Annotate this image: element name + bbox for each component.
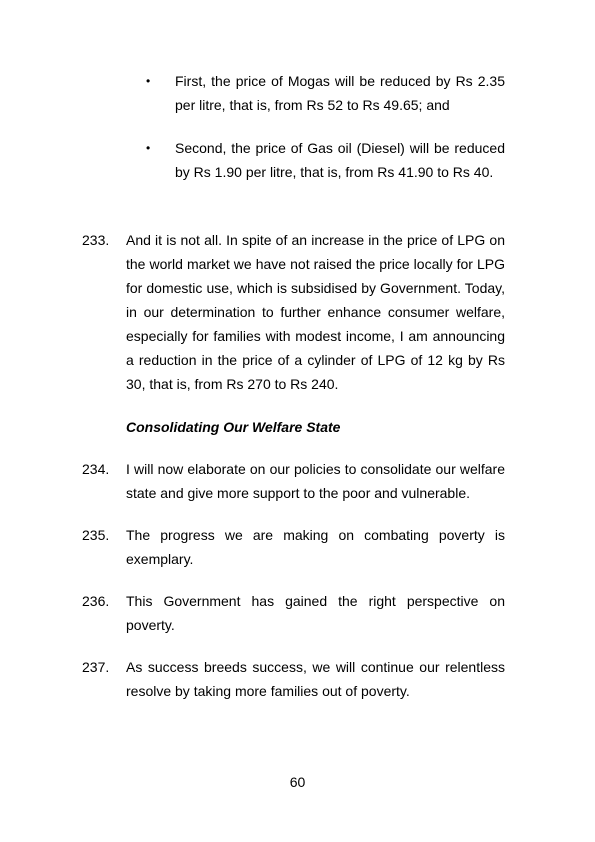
paragraph-text: I will now elaborate on our policies to consolidate our welfare state and give more support to the poor and vulnerable. [126, 461, 505, 501]
bullet-icon: • [146, 141, 151, 155]
bullet-text: Second, the price of Gas oil (Diesel) will be reduced by Rs 1.90 per litre, that is, from Rs 41.90 to Rs 40. [175, 140, 505, 180]
paragraph-text: And it is not all. In spite of an increase in the price of LPG on the world market we have not raised the price locally for LPG for domestic use, which is subsidised by Government. Today, in our determination to further enhance consumer welfare, especially for families with modest income, I am announcing a reduction in the price of a cylinder of LPG of 12 kg by Rs 30, that is, from Rs 270 to Rs 240. [126, 232, 505, 392]
paragraph-number: 237. [82, 659, 110, 675]
bullet-icon: • [146, 74, 151, 88]
paragraph-text: The progress we are making on combating poverty is exemplary. [126, 527, 505, 567]
paragraph-number: 233. [82, 232, 110, 248]
page-number: 60 [289, 774, 306, 790]
paragraph-text: As success breeds success, we will continue our relentless resolve by taking more families out of poverty. [126, 659, 505, 699]
paragraph-text: This Government has gained the right perspective on poverty. [126, 593, 505, 633]
paragraph-number: 235. [82, 527, 110, 543]
bullet-text: First, the price of Mogas will be reduced by Rs 2.35 per litre, that is, from Rs 52 to Rs 49.65; and [175, 73, 505, 113]
paragraph-number: 234. [82, 461, 110, 477]
paragraph-number: 236. [82, 593, 110, 609]
section-heading: Consolidating Our Welfare State [126, 419, 341, 435]
